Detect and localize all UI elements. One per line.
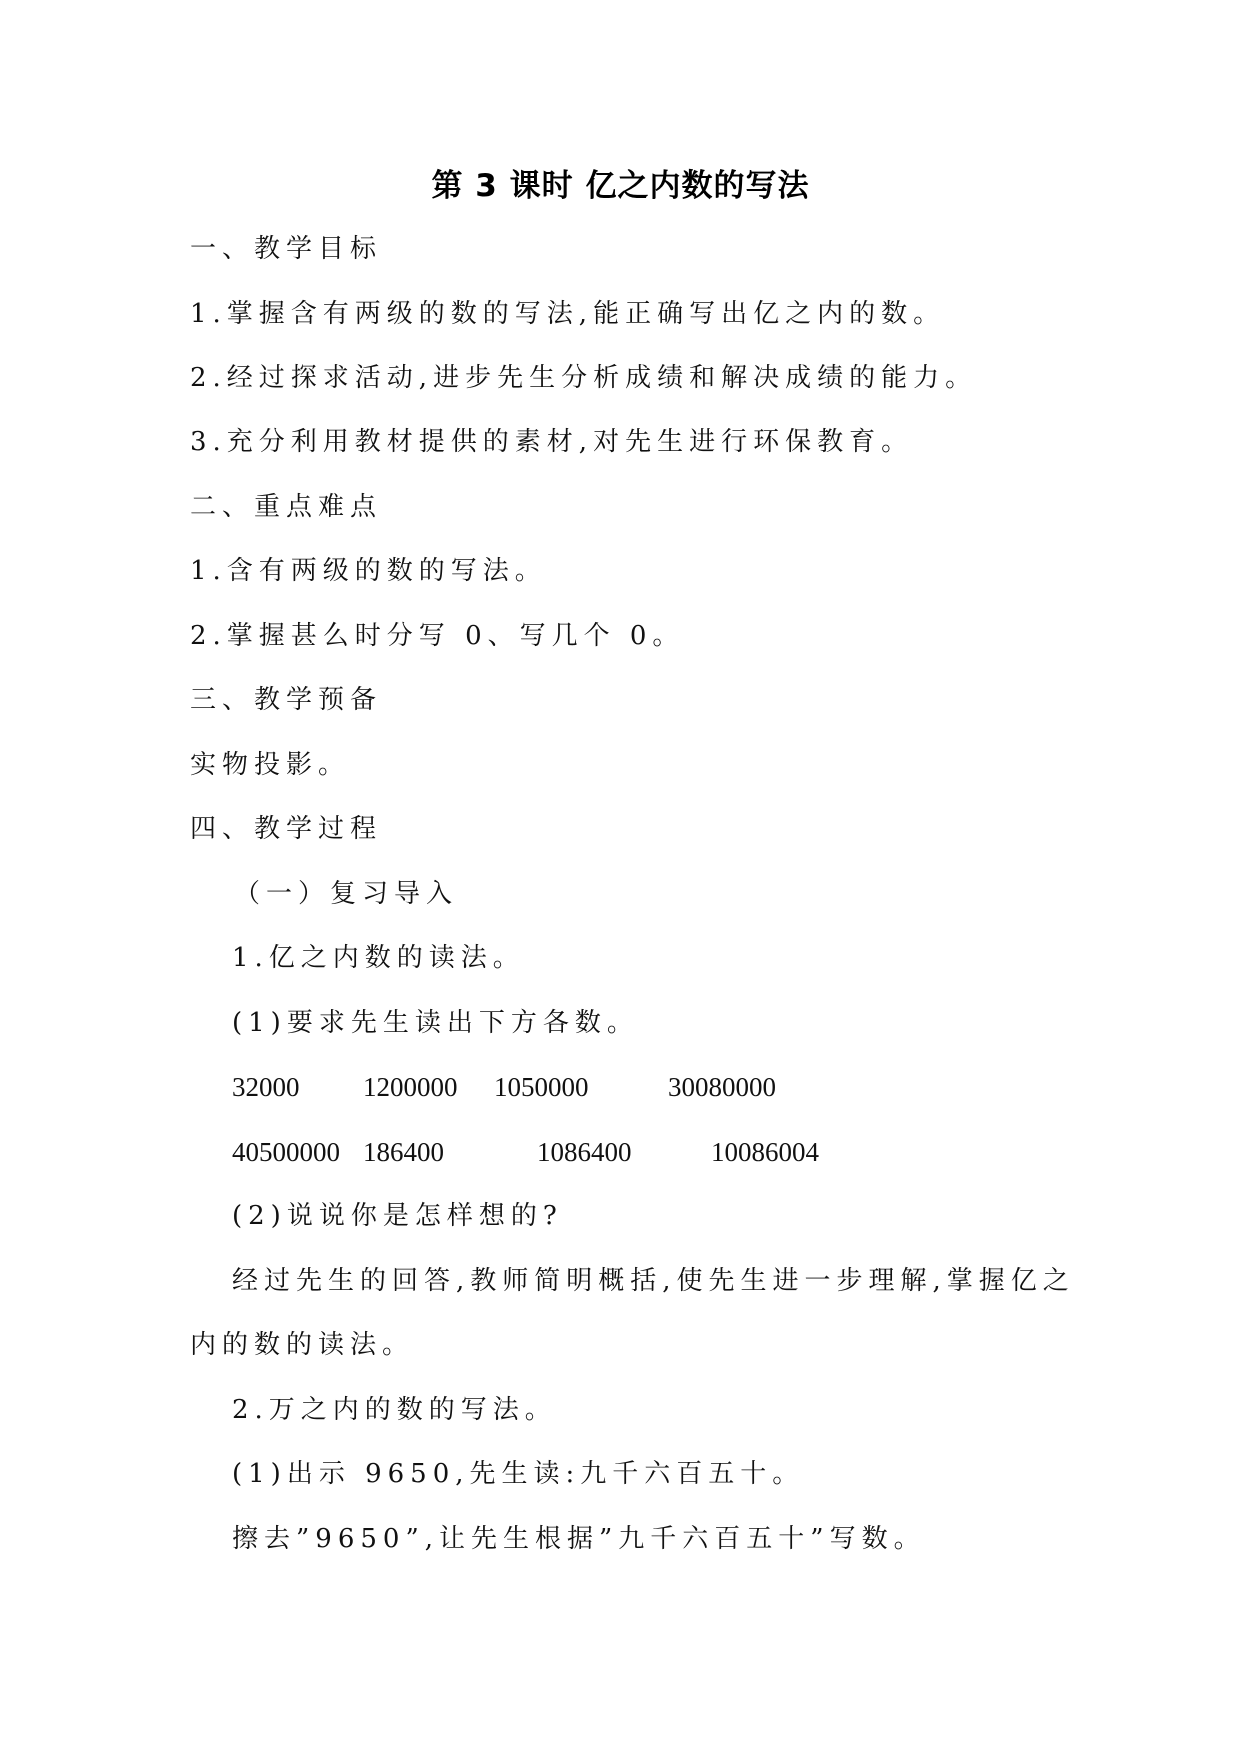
section-heading-objectives: 一、教学目标	[190, 234, 383, 264]
number-r2-c4: 10086004	[711, 1137, 819, 1167]
subsection-heading-review: （一）复习导入	[234, 879, 459, 909]
objective-1: 1.掌握含有两级的数的写法,能正确写出亿之内的数。	[190, 299, 946, 329]
summary-line-2: 内的数的读法。	[190, 1330, 415, 1360]
number-r1-c4: 30080000	[668, 1072, 776, 1102]
review-item-1: 1.亿之内数的读法。	[232, 943, 525, 973]
number-r2-c2: 186400	[363, 1137, 444, 1167]
objective-3: 3.充分利用教材提供的素材,对先生进行环保教育。	[190, 427, 914, 457]
review-item-1-2: (2)说说你是怎样想的?	[232, 1201, 563, 1231]
number-r1-c3: 1050000	[494, 1072, 589, 1102]
review-item-1-1: (1)要求先生读出下方各数。	[232, 1008, 639, 1038]
number-r2-c3: 1086400	[537, 1137, 632, 1167]
section-heading-prep: 三、教学预备	[190, 685, 383, 715]
number-r2-c1: 40500000	[232, 1137, 340, 1167]
objective-2: 2.经过探求活动,进步先生分析成绩和解决成绩的能力。	[190, 363, 978, 393]
keypoint-2: 2.掌握甚么时分写 0、写几个 0。	[190, 621, 685, 651]
review-item-2-1: (1)出示 9650,先生读:九千六百五十。	[232, 1459, 805, 1489]
page-title: 第 3 课时 亿之内数的写法	[431, 168, 810, 204]
review-item-2-2: 擦去”9650”,让先生根据”九千六百五十”写数。	[232, 1524, 926, 1554]
number-r1-c1: 32000	[232, 1072, 300, 1102]
review-item-2: 2.万之内的数的写法。	[232, 1395, 557, 1425]
section-heading-process: 四、教学过程	[190, 814, 383, 844]
prep-text: 实物投影。	[190, 750, 351, 780]
number-r1-c2: 1200000	[363, 1072, 458, 1102]
keypoint-1: 1.含有两级的数的写法。	[190, 556, 547, 586]
summary-line-1: 经过先生的回答,教师简明概括,使先生进一步理解,掌握亿之	[232, 1266, 1075, 1296]
section-heading-keypoints: 二、重点难点	[190, 492, 383, 522]
